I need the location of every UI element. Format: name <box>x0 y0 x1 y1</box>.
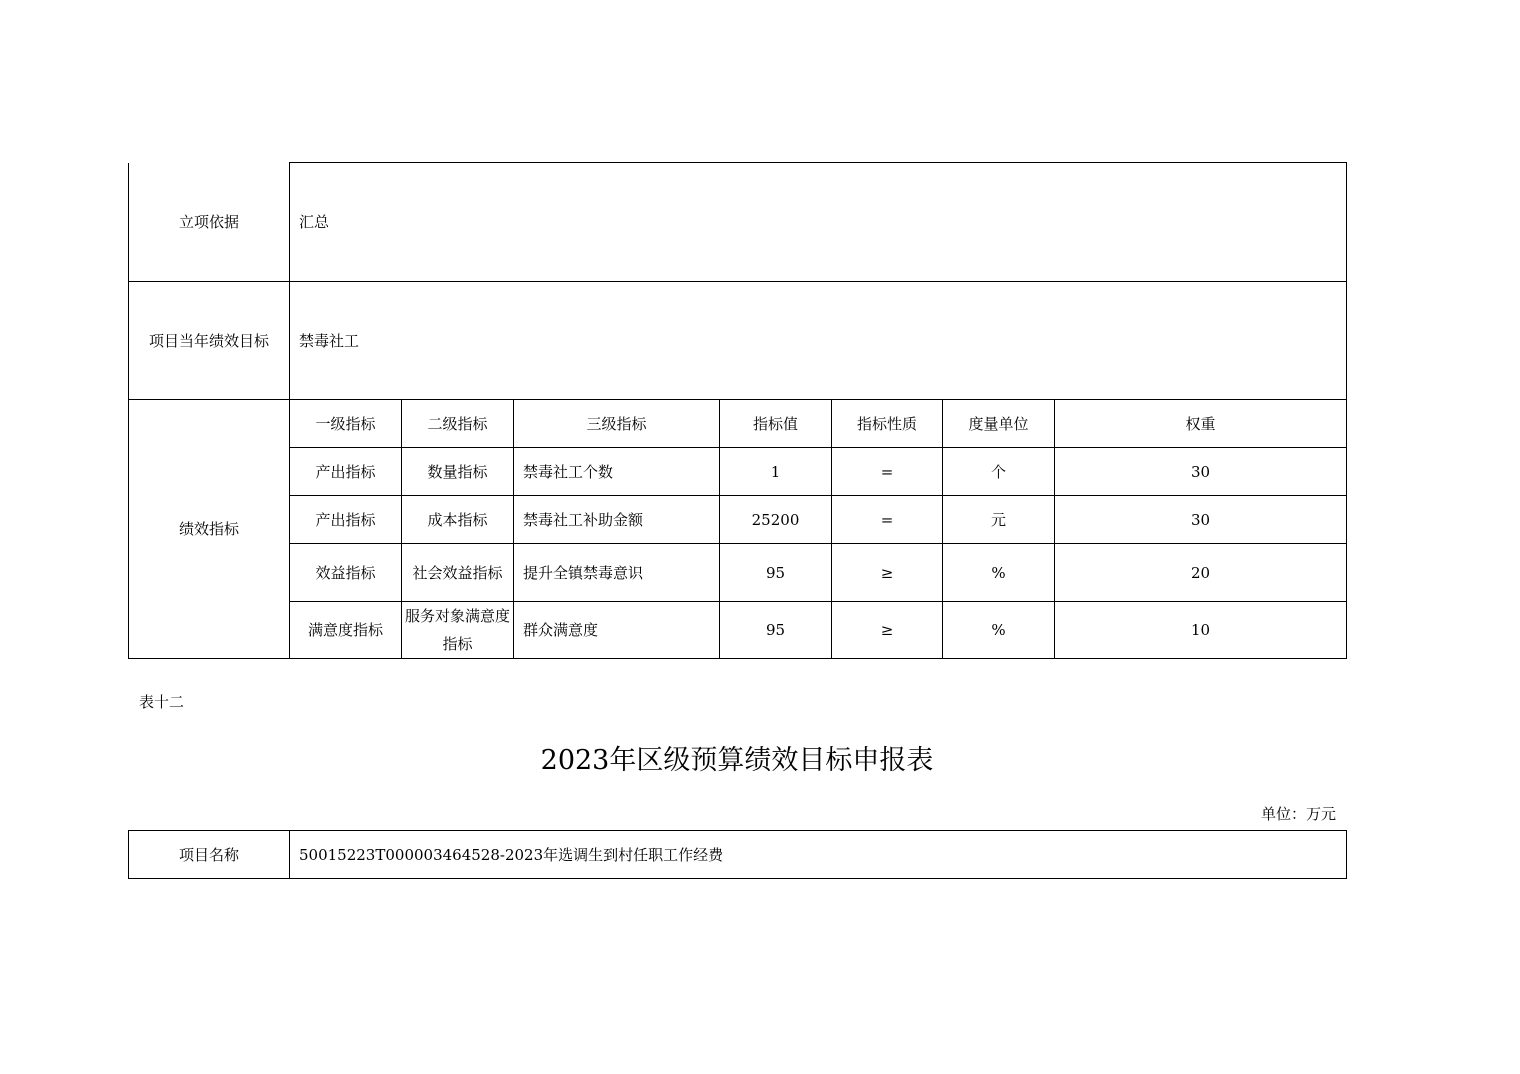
header-unit: 度量单位 <box>943 400 1055 448</box>
basis-label: 立项依据 <box>129 163 290 282</box>
weight-cell: 30 <box>1055 448 1347 496</box>
level2-cell: 数量指标 <box>402 448 514 496</box>
unit-cell: % <box>943 602 1055 659</box>
header-value: 指标值 <box>720 400 832 448</box>
value-cell: 95 <box>720 544 832 602</box>
project-name-value: 50015223T000003464528-2023年选调生到村任职工作经费 <box>290 831 1347 879</box>
unit-cell: % <box>943 544 1055 602</box>
unit-cell: 个 <box>943 448 1055 496</box>
value-cell: 95 <box>720 602 832 659</box>
table-row <box>129 544 1347 602</box>
project-name-label: 项目名称 <box>129 831 290 879</box>
table-number: 表十二 <box>139 693 185 711</box>
nature-cell: ≥ <box>832 602 943 659</box>
basis-value: 汇总 <box>290 163 1347 282</box>
header-level1: 一级指标 <box>290 400 402 448</box>
weight-cell: 20 <box>1055 544 1347 602</box>
header-level2: 二级指标 <box>402 400 514 448</box>
unit-cell: 元 <box>943 496 1055 544</box>
page-title: 2023年区级预算绩效目标申报表 <box>540 745 934 776</box>
level1-cell: 效益指标 <box>290 544 402 602</box>
level3-cell: 提升全镇禁毒意识 <box>514 544 720 602</box>
level3-cell: 禁毒社工个数 <box>514 448 720 496</box>
header-weight: 权重 <box>1055 400 1347 448</box>
unit-label: 单位：万元 <box>1260 805 1336 823</box>
performance-table <box>128 162 1347 659</box>
level1-cell: 产出指标 <box>290 496 402 544</box>
header-level3: 三级指标 <box>514 400 720 448</box>
level3-cell: 群众满意度 <box>514 602 720 659</box>
level2-cell: 社会效益指标 <box>402 544 514 602</box>
nature-cell: = <box>832 496 943 544</box>
level3-cell: 禁毒社工补助金额 <box>514 496 720 544</box>
level1-cell: 产出指标 <box>290 448 402 496</box>
table-row <box>129 448 1347 496</box>
level2-cell: 成本指标 <box>402 496 514 544</box>
project-name-table <box>128 830 1347 879</box>
nature-cell: ≥ <box>832 544 943 602</box>
header-nature: 指标性质 <box>832 400 943 448</box>
goal-label: 项目当年绩效目标 <box>129 282 290 400</box>
nature-cell: = <box>832 448 943 496</box>
value-cell: 1 <box>720 448 832 496</box>
level1-cell: 满意度指标 <box>290 602 402 659</box>
table-row <box>129 602 1347 659</box>
weight-cell: 30 <box>1055 496 1347 544</box>
table-row <box>129 496 1347 544</box>
indicators-label: 绩效指标 <box>129 400 290 659</box>
weight-cell: 10 <box>1055 602 1347 659</box>
goal-value: 禁毒社工 <box>290 282 1347 400</box>
value-cell: 25200 <box>720 496 832 544</box>
level2-cell: 服务对象满意度指标 <box>402 602 514 659</box>
